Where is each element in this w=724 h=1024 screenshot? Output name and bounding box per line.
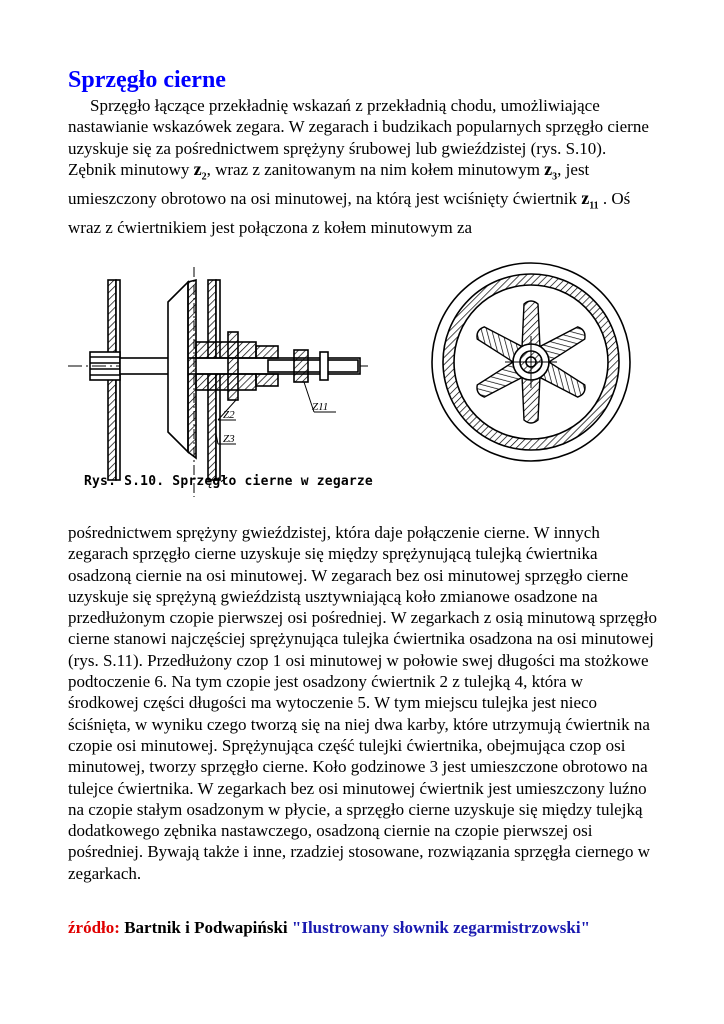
section-drawing xyxy=(68,267,368,497)
intro-text-2: , wraz z zanitowanym na nim kołem minutowym xyxy=(206,159,545,179)
source-authors: Bartnik i Podwapiński xyxy=(124,918,288,937)
label-z2: Z2 xyxy=(223,409,235,421)
body-paragraph: pośrednictwem sprężyny gwieździstej, która daje połączenie cierne. W innych zegarach sprzęgło cierne uzyskuje się między sprężynującą tulejką ćwiertnika osadzoną ciernie na osi minutowej. W zegarach bez osi minutowej sprzęgło cierne uzyskuje się sprężyną gwieździstą usztywniającą koło zmianowe osadzone na przedłużonym czopie pierwszej osi pośredniej. W zegarkach z osią minutową sprzęgło cierne stanowi najczęściej sprężynująca tulejka ćwiertnika osadzona na osi minutowej (rys. S.11). Przedłużony czop 1 osi minutowej w połowie swej długości ma stożkowe podtoczenie 6. Na tym czopie jest osadzony ćwiertnik 2 z tulejką 4, która w środkowej części długości ma wytoczenie 5. W tym miejscu tulejka jest nieco ściśnięta, w wyniku czego tworzą się na niej dwa karby, które utrzymują ćwiertnik na czopie osi minutowej. Sprężynująca część tulejki ćwiertnika, obejmująca czop osi minutowej, tworzy sprzęgło cierne. Koło godzinowe 3 jest umieszczone obrotowo na tulejce ćwiertnika. W zegarkach bez osi minutowej ćwiertnik jest umieszczony luźno na czopie stałym osadzonym w płycie, a sprzęgło cierne uzyskuje się między tulejką dodatkowego zębnika nastawczego, osadzoną ciernie na czopie pierwszej osi pośredniej. Bywają także i inne, rzadziej stosowane, rozwiązania sprzęgła ciernego w zegarkach. xyxy=(68,523,657,883)
intro-text-4: . Oś wraz z ćwiertnikiem jest połączona z kołem minutowym za xyxy=(68,188,631,237)
source-title: "Ilustrowany słownik zegarmistrzowski" xyxy=(291,918,591,937)
source-label: źródło: xyxy=(68,918,120,937)
symbol-z3: $z_3$ xyxy=(544,158,558,183)
figure-caption: Rys. S.10. Sprzęgło cierne w zegarze xyxy=(84,474,373,489)
symbol-z2: $z_2$ xyxy=(193,158,207,183)
front-view-drawing xyxy=(432,263,630,461)
figure-friction-clutch xyxy=(68,262,668,502)
page-title: Sprzęgło cierne xyxy=(68,67,226,93)
intro-text-3: , jest umieszczony obrotowo na osi minutowej, na którą jest wciśnięty ćwiertnik xyxy=(68,159,590,208)
label-z11: Z11 xyxy=(312,401,329,413)
intro-text-1: Sprzęgło łączące przekładnię wskazań z przekładnią chodu, umożliwiające nastawianie wskazówek zegara. W zegarach i budzikach popularnych sprzęgło cierne uzyskuje się za pośrednictwem sprężyny śrubowej lub gwieździstej (rys. S.10). Zębnik minutowy xyxy=(68,96,649,179)
symbol-z11: $z_{11}$ xyxy=(581,187,599,212)
source-line xyxy=(68,918,590,938)
intro-paragraph xyxy=(68,95,658,238)
label-z3: Z3 xyxy=(223,433,235,445)
